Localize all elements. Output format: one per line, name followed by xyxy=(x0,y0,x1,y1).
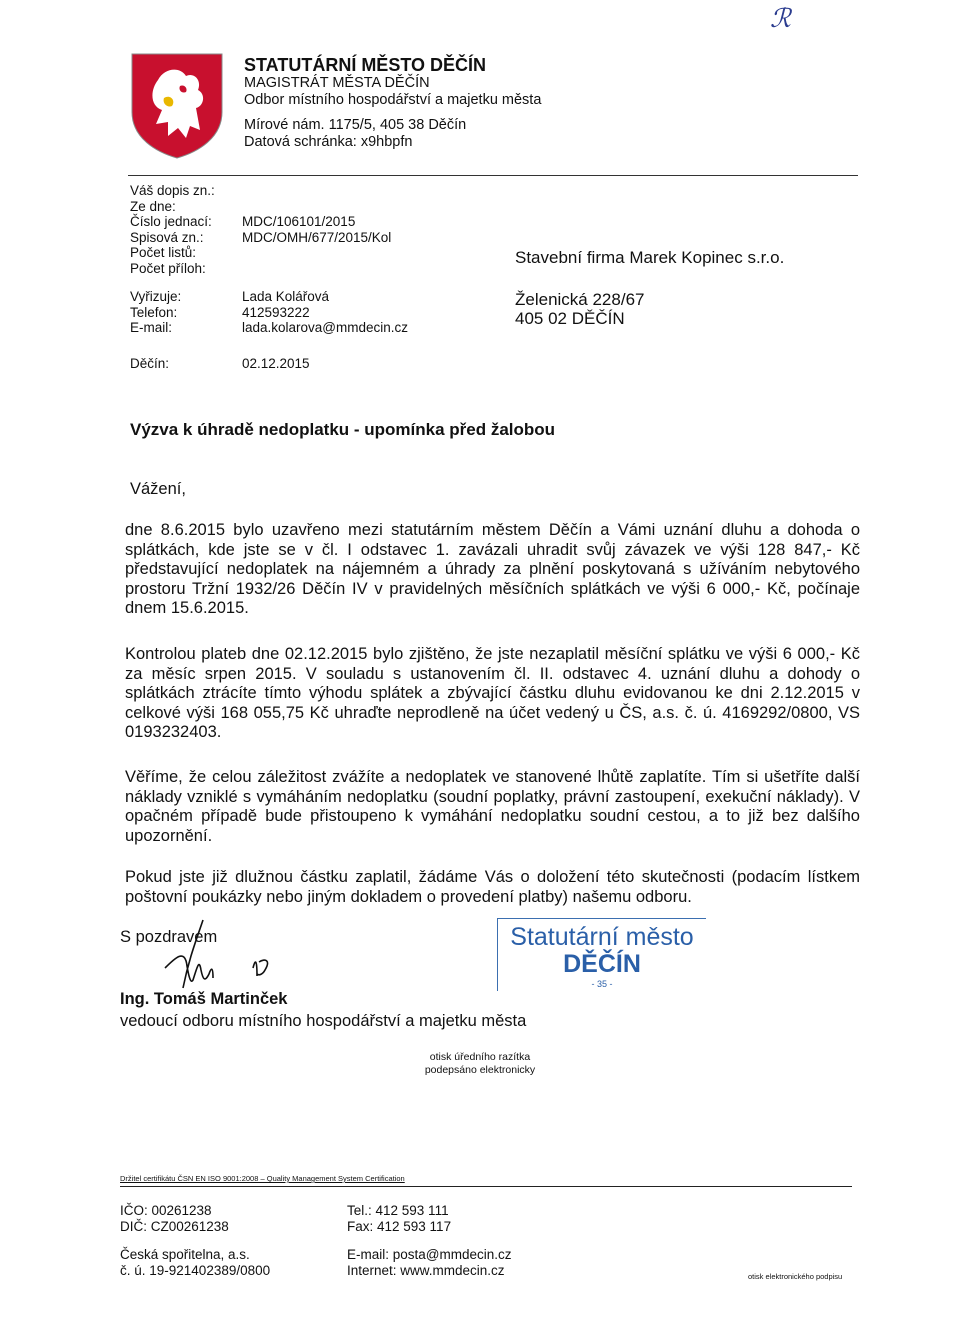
meta-label: Váš dopis zn.: xyxy=(130,183,215,198)
stamp-note xyxy=(400,1051,560,1077)
meta-row-decin-date xyxy=(130,356,408,372)
meta-row-spisova-zn xyxy=(130,230,408,246)
stamp-line-3: - 35 - xyxy=(591,979,613,989)
meta-label: Ze dne: xyxy=(130,198,176,214)
meta-row-cislo-jednaci xyxy=(130,214,408,230)
e-signature-note: otisk elektronického podpisu xyxy=(748,1272,843,1281)
office-address: Mírové nám. 1175/5, 405 38 Děčín xyxy=(244,117,467,133)
letter-subject: Výzva k úhradě nedoplatku - upomínka před žalobou xyxy=(130,420,556,439)
certification-note: Držitel certifikátu ČSN EN ISO 9001:2008 – Quality Management System Certification xyxy=(120,1174,405,1183)
handwritten-mark: ℛ xyxy=(770,4,791,34)
meta-label: Číslo jednací: xyxy=(130,214,212,229)
meta-label: Telefon: xyxy=(130,304,178,320)
footer-ico: IČO: 00261238 xyxy=(120,1203,212,1218)
footer-account: č. ú. 19-921402389/0800 xyxy=(120,1263,271,1278)
footer-email: E-mail: posta@mmdecin.cz xyxy=(347,1247,512,1262)
body-paragraph-4: Pokud jste již dlužnou částku zaplatil, žádáme Vás o doložení této skutečnosti (podacím lístkem poštovní poukázky nebo jiným dokladem o provedení platby) našemu odboru. xyxy=(125,868,860,906)
meta-row-vyrizuje xyxy=(130,289,408,305)
body-paragraph-3: Věříme, že celou záležitost zvážíte a nedoplatek ve stanovené lhůtě zaplatíte. Tím si ušetříte další náklady vzniklé s vymáháním nedoplatku (soudní poplatky, právní zastoupení, exekuční náklady). V opačném případě bude přistoupeno k vymáhání nedoplatku soudní cestou, a to již bez dalšího upozornění. xyxy=(125,768,860,845)
footer-left xyxy=(120,1203,270,1279)
meta-row-telefon xyxy=(130,305,408,321)
recipient-name: Stavební firma Marek Kopinec s.r.o. xyxy=(515,248,785,267)
meta-label: Spisová zn.: xyxy=(130,229,204,245)
footer-bank: Česká spořitelna, a.s. xyxy=(120,1247,250,1262)
meta-row-vas-dopis xyxy=(130,183,408,199)
footer-fax: Fax: 412 593 117 xyxy=(347,1219,452,1234)
footer-contacts xyxy=(347,1203,512,1279)
closing-greeting: S pozdravem xyxy=(120,928,218,946)
signatory-role: vedoucí odboru místního hospodářství a majetku města xyxy=(120,1012,527,1030)
stamp-note-line-2: podepsáno elektronicky xyxy=(424,1064,536,1076)
meta-value: MDC/OMH/677/2015/Kol xyxy=(242,229,392,245)
meta-value: 02.12.2015 xyxy=(242,355,310,371)
footer-tel: Tel.: 412 593 111 xyxy=(347,1203,449,1218)
office-name: MAGISTRÁT MĚSTA DĚČÍN xyxy=(244,75,430,91)
meta-label: Počet příloh: xyxy=(130,260,206,276)
meta-label: E-mail: xyxy=(130,320,173,335)
meta-label: Děčín: xyxy=(130,355,170,371)
data-box: Datová schránka: x9hbpfn xyxy=(244,134,413,150)
handwritten-signature xyxy=(145,918,295,998)
stamp-line-1: Statutární město xyxy=(510,923,694,951)
footer-web: Internet: www.mmdecin.cz xyxy=(347,1263,505,1278)
signatory-name: Ing. Tomáš Martinček xyxy=(120,990,288,1008)
meta-row-email xyxy=(130,320,408,336)
meta-row-ze-dne xyxy=(130,199,408,215)
official-stamp xyxy=(497,918,706,991)
recipient-city: 405 02 DĚČÍN xyxy=(515,309,625,328)
reference-block xyxy=(130,183,408,371)
meta-value: 412593222 xyxy=(242,304,310,320)
meta-label: Počet listů: xyxy=(130,245,197,260)
footer-divider xyxy=(120,1186,852,1187)
meta-value: Lada Kolářová xyxy=(242,289,330,304)
department-name: Odbor místního hospodářství a majetku města xyxy=(244,92,542,108)
recipient-street: Želenická 228/67 xyxy=(515,290,645,309)
footer-dic: DIČ: CZ00261238 xyxy=(120,1219,229,1234)
meta-label: Vyřizuje: xyxy=(130,289,182,304)
stamp-note-line-1: otisk úředního razítka xyxy=(429,1051,531,1063)
body-paragraph-2: Kontrolou plateb dne 02.12.2015 bylo zjištěno, že jste nezaplatil měsíční splátku ve výši 6 000,- Kč za měsíc srpen 2015. V souladu s ustanovením čl. II. odstavec 4. uznání dluhu a dohody o splátkách ztrácíte tímto výhodu splátek a zbývající částku dluhu evidovanou ke dni 2.12.2015 v celkové výši 168 055,75 Kč uhraďte neprodleně na účet vedený u ČS, a.s. č. ú. 4169292/0800, VS 0193232403. xyxy=(125,645,860,741)
stamp-line-2: DĚČÍN xyxy=(563,950,641,978)
city-crest-logo xyxy=(128,50,226,160)
meta-value: lada.kolarova@mmdecin.cz xyxy=(242,320,409,335)
header-divider xyxy=(128,175,858,176)
meta-row-pocet-priloh xyxy=(130,261,408,277)
meta-value: MDC/106101/2015 xyxy=(242,214,356,229)
city-name: STATUTÁRNÍ MĚSTO DĚČÍN xyxy=(244,55,486,75)
meta-row-pocet-listu xyxy=(130,245,408,261)
body-paragraph-1: dne 8.6.2015 bylo uzavřeno mezi statutárním městem Děčín a Vámi uznání dluhu a dohoda o splátkách, kde jste se v čl. I odstavec 1. zavázali uhradit svůj závazek ve výši 128 847,- Kč představující nedoplatek na nájemném a úhrady za plnění poskytovaná s užíváním nebytového prostoru Tržní 1932/26 Děčín IV v pravidelných měsíčních splátkách ve výši 6 000,- Kč, počínaje dnem 15.6.2015. xyxy=(125,521,860,617)
letterhead xyxy=(244,55,541,151)
salutation: Vážení, xyxy=(130,480,186,498)
